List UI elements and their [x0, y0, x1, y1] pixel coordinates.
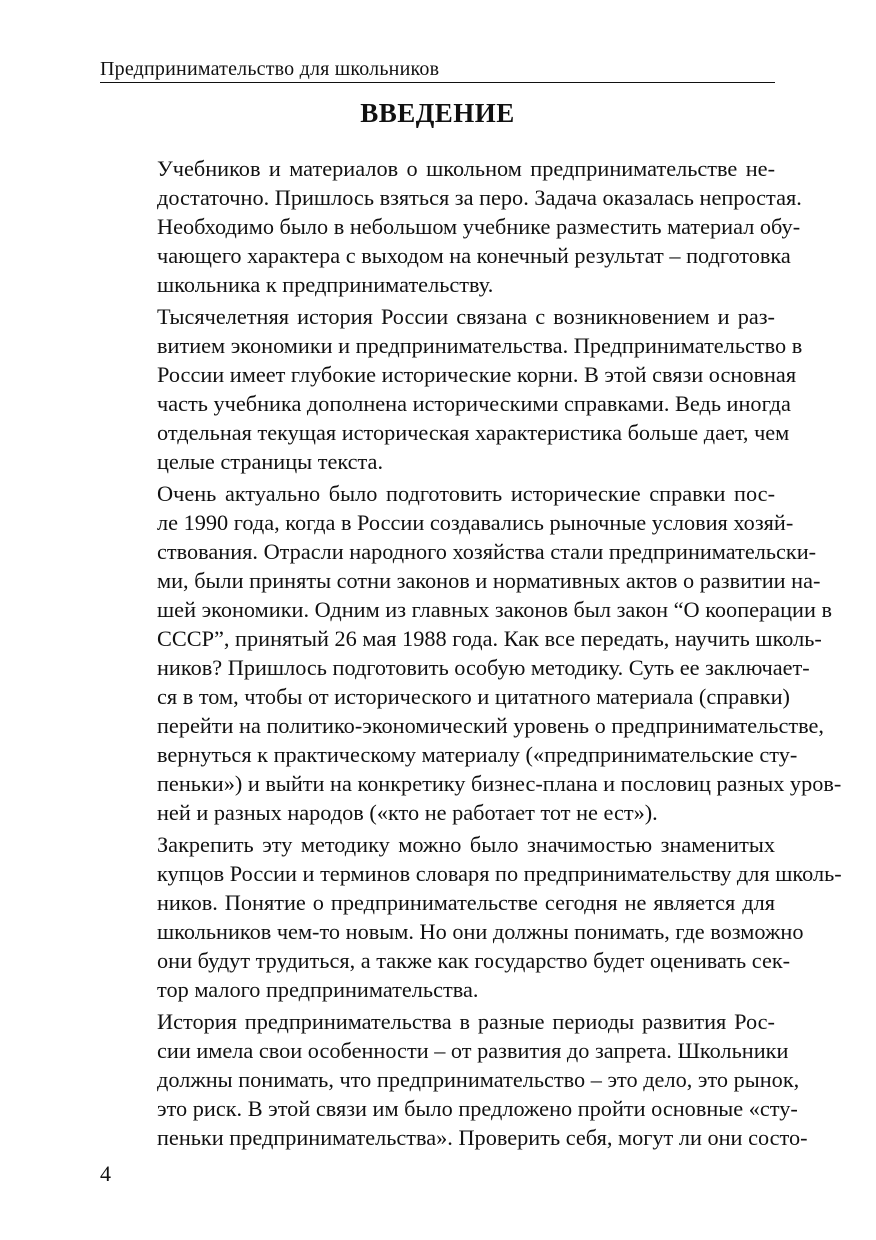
text-line: часть учебника дополнена историческими справками. Ведь иногда: [157, 391, 791, 416]
text-line: сии имела свои особенности – от развития до запрета. Школьники: [157, 1038, 789, 1063]
text-line: СССР”, принятый 26 мая 1988 года. Как все передать, научить школь-: [157, 626, 822, 651]
running-title: Предпринимательство для школьников: [100, 58, 440, 80]
text-line: школьников чем-то новым. Но они должны понимать, где возможно: [157, 919, 804, 944]
text-line: пеньки предпринимательства». Проверить себя, могут ли они состо-: [157, 1125, 808, 1150]
paragraph-1: [100, 154, 802, 299]
text-line: это риск. В этой связи им было предложено пройти основные «сту-: [157, 1096, 798, 1121]
text-line: достаточно. Пришлось взяться за перо. Задача оказалась непростая.: [157, 185, 802, 210]
text-line: школьника к предпринимательству.: [157, 272, 494, 297]
text-line: должны понимать, что предпринимательство – это дело, это рынок,: [157, 1067, 800, 1092]
paragraph-5: [100, 1007, 808, 1152]
text-line: чающего характера с выходом на конечный результат – подготовка: [157, 243, 791, 268]
page-number: 4: [100, 1161, 111, 1186]
text-line: целые страницы текста.: [157, 449, 384, 474]
text-line: купцов России и терминов словаря по предпринимательству для школь-: [157, 861, 842, 886]
paragraph-2: [100, 302, 803, 476]
text-line: ся в том, чтобы от исторического и цитатного материала (справки): [157, 684, 790, 709]
text-line: пеньки») и выйти на конкретику бизнес-плана и пословиц разных уров-: [157, 771, 842, 796]
text-line: Закрепить эту методику можно было значимостью знаменитых: [157, 832, 775, 857]
text-line: перейти на политико-экономический уровень о предпринимательстве,: [157, 713, 824, 738]
text-line: Тысячелетняя история России связана с возникновением и раз-: [157, 304, 775, 329]
text-line: ников? Пришлось подготовить особую методику. Суть ее заключает-: [157, 655, 810, 680]
body-text: [100, 154, 842, 1155]
chapter-title: ВВЕДЕНИЕ: [360, 98, 515, 128]
text-line: тор малого предпринимательства.: [157, 977, 479, 1002]
text-line: Очень актуально было подготовить исторические справки пос-: [157, 481, 775, 506]
text-line: витием экономики и предпринимательства. Предпринимательство в: [157, 333, 803, 358]
text-line: России имеет глубокие исторические корни. В этой связи основная: [157, 362, 797, 387]
paragraph-3: [100, 479, 842, 827]
paragraph-4: [100, 830, 842, 1004]
text-line: История предпринимательства в разные периоды развития Рос-: [157, 1009, 775, 1034]
text-line: ней и разных народов («кто не работает тот не ест»).: [157, 800, 658, 825]
running-header: [100, 56, 775, 83]
text-line: ников. Понятие о предпринимательстве сегодня не является для: [157, 890, 775, 915]
text-line: Необходимо было в небольшом учебнике разместить материал обу-: [157, 214, 801, 239]
text-line: ми, были приняты сотни законов и нормативных актов о развитии на-: [157, 568, 821, 593]
text-line: Учебников и материалов о школьном предпринимательстве не-: [157, 156, 775, 181]
text-line: шей экономики. Одним из главных законов был закон “О кооперации в: [157, 597, 832, 622]
text-line: вернуться к практическому материалу («предпринимательские сту-: [157, 742, 798, 767]
text-line: ствования. Отрасли народного хозяйства стали предпринимательски-: [157, 539, 817, 564]
text-line: они будут трудиться, а также как государство будет оценивать сек-: [157, 948, 791, 973]
text-line: ле 1990 года, когда в России создавались рыночные условия хозяй-: [157, 510, 794, 535]
text-line: отдельная текущая историческая характеристика больше дает, чем: [157, 420, 790, 445]
